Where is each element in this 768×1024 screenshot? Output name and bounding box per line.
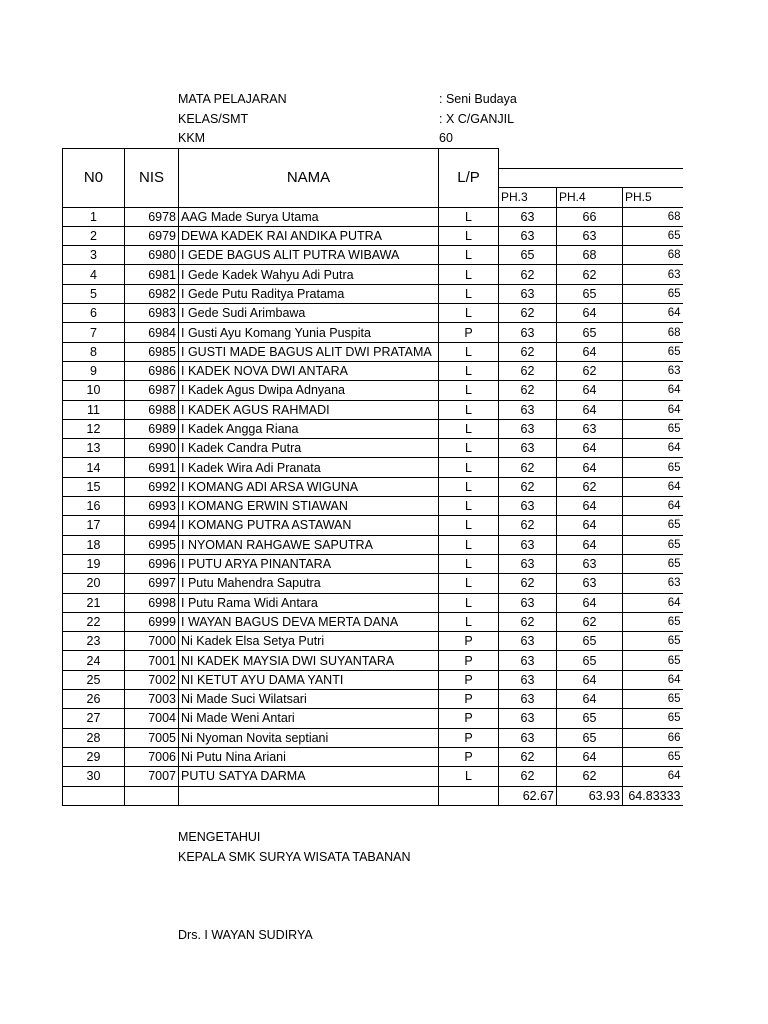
cell-nis: 6987 [125, 381, 179, 400]
cell-no: 2 [63, 226, 125, 245]
cell-ph4: 62 [557, 361, 623, 380]
cell-ph5: 65 [623, 535, 683, 554]
cell-nama: DEWA KADEK RAI ANDIKA PUTRA [179, 226, 439, 245]
cell-ph4: 62 [557, 265, 623, 284]
cell-nis: 6998 [125, 593, 179, 612]
cell-lp: L [439, 593, 499, 612]
cell-ph5: 68 [623, 246, 683, 265]
cell-ph5: 65 [623, 342, 683, 361]
cell-nis: 6990 [125, 439, 179, 458]
header-ph5: PH.5 [623, 188, 683, 207]
cell-no: 13 [63, 439, 125, 458]
cell-ph5: 64 [623, 400, 683, 419]
table-row [63, 747, 683, 766]
cell-ph5: 65 [623, 747, 683, 766]
table-row [63, 516, 683, 535]
table-row [63, 593, 683, 612]
info-label: KKM [178, 131, 206, 145]
cell-nis: 6999 [125, 612, 179, 631]
cell-no: 20 [63, 574, 125, 593]
cell-lp: P [439, 709, 499, 728]
cell-no: 27 [63, 709, 125, 728]
cell-ph3: 62 [499, 458, 557, 477]
cell-ph3: 62 [499, 747, 557, 766]
cell-ph3: 62 [499, 381, 557, 400]
cell-lp: L [439, 361, 499, 380]
cell-no: 1 [63, 207, 125, 226]
cell-no: 15 [63, 477, 125, 496]
cell-ph4: 64 [557, 535, 623, 554]
cell-ph5: 64 [623, 670, 683, 689]
cell-no: 3 [63, 246, 125, 265]
cell-nama: I KOMANG ADI ARSA WIGUNA [179, 477, 439, 496]
cell-nama: I NYOMAN RAHGAWE SAPUTRA [179, 535, 439, 554]
cell-lp: L [439, 342, 499, 361]
average-blank-no [63, 786, 125, 805]
cell-ph5: 63 [623, 265, 683, 284]
cell-no: 14 [63, 458, 125, 477]
cell-ph3: 62 [499, 265, 557, 284]
cell-lp: L [439, 207, 499, 226]
table-row [63, 690, 683, 709]
table-row [63, 477, 683, 496]
cell-ph5: 65 [623, 690, 683, 709]
cell-nis: 7004 [125, 709, 179, 728]
cell-ph4: 64 [557, 458, 623, 477]
cell-ph4: 64 [557, 747, 623, 766]
table-row [63, 246, 683, 265]
cell-ph4: 62 [557, 612, 623, 631]
cell-nama: Ni Made Weni Antari [179, 709, 439, 728]
table-row [63, 323, 683, 342]
cell-ph4: 64 [557, 342, 623, 361]
cell-ph3: 63 [499, 535, 557, 554]
cell-lp: L [439, 497, 499, 516]
cell-nama: I KOMANG ERWIN STIAWAN [179, 497, 439, 516]
cell-ph3: 62 [499, 342, 557, 361]
cell-no: 24 [63, 651, 125, 670]
cell-lp: L [439, 381, 499, 400]
header-ph3: PH.3 [499, 188, 557, 207]
table-row [63, 767, 683, 786]
cell-ph4: 65 [557, 709, 623, 728]
cell-nama: I Kadek Candra Putra [179, 439, 439, 458]
cell-ph5: 68 [623, 207, 683, 226]
cell-nis: 6978 [125, 207, 179, 226]
cell-nis: 7000 [125, 632, 179, 651]
cell-nama: I Gede Putu Raditya Pratama [179, 284, 439, 303]
signatory-block [178, 925, 313, 945]
cell-ph3: 62 [499, 477, 557, 496]
cell-no: 5 [63, 284, 125, 303]
cell-ph3: 63 [499, 497, 557, 516]
cell-nis: 6982 [125, 284, 179, 303]
cell-no: 11 [63, 400, 125, 419]
cell-ph3: 63 [499, 709, 557, 728]
cell-nis: 6991 [125, 458, 179, 477]
cell-nama: I Kadek Wira Adi Pranata [179, 458, 439, 477]
cell-ph4: 63 [557, 226, 623, 245]
cell-nama: I Kadek Agus Dwipa Adnyana [179, 381, 439, 400]
cell-lp: P [439, 670, 499, 689]
cell-no: 16 [63, 497, 125, 516]
cell-ph5: 65 [623, 554, 683, 573]
cell-nama: I KADEK NOVA DWI ANTARA [179, 361, 439, 380]
cell-ph5: 65 [623, 458, 683, 477]
cell-ph5: 65 [623, 612, 683, 631]
cell-lp: L [439, 574, 499, 593]
table-row [63, 458, 683, 477]
table-row [63, 612, 683, 631]
cell-ph3: 63 [499, 419, 557, 438]
cell-nama: I Gusti Ayu Komang Yunia Puspita [179, 323, 439, 342]
approval-block [178, 827, 410, 867]
average-blank-lp [439, 786, 499, 805]
cell-lp: L [439, 516, 499, 535]
cell-nis: 7003 [125, 690, 179, 709]
header-nis: NIS [125, 149, 179, 208]
cell-ph4: 65 [557, 284, 623, 303]
average-ph5: 64.83333 [623, 786, 683, 805]
cell-nama: I KADEK AGUS RAHMADI [179, 400, 439, 419]
cell-ph5: 66 [623, 728, 683, 747]
cell-nis: 6979 [125, 226, 179, 245]
cell-ph4: 63 [557, 554, 623, 573]
cell-nis: 7002 [125, 670, 179, 689]
header-blank-top [499, 149, 683, 169]
cell-nis: 7006 [125, 747, 179, 766]
cell-nis: 6984 [125, 323, 179, 342]
cell-nama: AAG Made Surya Utama [179, 207, 439, 226]
cell-no: 28 [63, 728, 125, 747]
cell-no: 23 [63, 632, 125, 651]
cell-ph3: 63 [499, 690, 557, 709]
cell-no: 26 [63, 690, 125, 709]
cell-ph5: 64 [623, 381, 683, 400]
cell-nama: I GEDE BAGUS ALIT PUTRA WIBAWA [179, 246, 439, 265]
average-ph4: 63.93 [557, 786, 623, 805]
cell-ph4: 64 [557, 381, 623, 400]
cell-ph3: 62 [499, 361, 557, 380]
cell-no: 10 [63, 381, 125, 400]
cell-ph5: 65 [623, 709, 683, 728]
cell-lp: L [439, 226, 499, 245]
cell-lp: P [439, 323, 499, 342]
grades-table [62, 148, 683, 806]
cell-ph4: 68 [557, 246, 623, 265]
cell-ph4: 62 [557, 477, 623, 496]
info-row [178, 90, 578, 110]
cell-ph3: 62 [499, 304, 557, 323]
cell-ph4: 66 [557, 207, 623, 226]
table-row [63, 651, 683, 670]
cell-lp: P [439, 632, 499, 651]
cell-nama: PUTU SATYA DARMA [179, 767, 439, 786]
cell-no: 4 [63, 265, 125, 284]
cell-nama: I Kadek Angga Riana [179, 419, 439, 438]
table-row [63, 304, 683, 323]
cell-lp: P [439, 728, 499, 747]
cell-ph3: 63 [499, 670, 557, 689]
cell-nis: 6992 [125, 477, 179, 496]
cell-ph4: 65 [557, 323, 623, 342]
cell-ph4: 64 [557, 690, 623, 709]
signatory-name: Drs. I WAYAN SUDIRYA [178, 928, 313, 942]
cell-ph4: 65 [557, 651, 623, 670]
info-row [178, 110, 578, 130]
cell-ph3: 62 [499, 516, 557, 535]
table-row [63, 381, 683, 400]
cell-ph3: 63 [499, 323, 557, 342]
cell-lp: L [439, 284, 499, 303]
table-row [63, 342, 683, 361]
cell-nama: I Putu Mahendra Saputra [179, 574, 439, 593]
cell-nis: 6989 [125, 419, 179, 438]
cell-lp: L [439, 554, 499, 573]
cell-lp: L [439, 477, 499, 496]
cell-nama: I WAYAN BAGUS DEVA MERTA DANA [179, 612, 439, 631]
cell-ph3: 62 [499, 612, 557, 631]
cell-nis: 7005 [125, 728, 179, 747]
cell-lp: P [439, 690, 499, 709]
cell-nama: Ni Nyoman Novita septiani [179, 728, 439, 747]
table-row [63, 497, 683, 516]
cell-ph4: 64 [557, 497, 623, 516]
table-row [63, 361, 683, 380]
cell-nis: 6993 [125, 497, 179, 516]
average-row [63, 786, 683, 805]
cell-lp: L [439, 767, 499, 786]
table-row [63, 728, 683, 747]
cell-ph4: 64 [557, 304, 623, 323]
cell-lp: L [439, 612, 499, 631]
header-no: N0 [63, 149, 125, 208]
principal-title: KEPALA SMK SURYA WISATA TABANAN [178, 850, 411, 864]
cell-no: 6 [63, 304, 125, 323]
table-row [63, 400, 683, 419]
cell-nama: Ni Putu Nina Ariani [179, 747, 439, 766]
info-value: : Seni Budaya [439, 92, 517, 106]
cell-ph3: 63 [499, 593, 557, 612]
cell-lp: L [439, 458, 499, 477]
cell-ph5: 65 [623, 226, 683, 245]
cell-ph4: 64 [557, 670, 623, 689]
average-blank-nis [125, 786, 179, 805]
cell-ph4: 62 [557, 767, 623, 786]
cell-ph5: 65 [623, 516, 683, 535]
cell-no: 25 [63, 670, 125, 689]
cell-nis: 6997 [125, 574, 179, 593]
cell-ph3: 63 [499, 284, 557, 303]
cell-nis: 6988 [125, 400, 179, 419]
cell-ph5: 65 [623, 632, 683, 651]
cell-ph5: 64 [623, 477, 683, 496]
cell-no: 22 [63, 612, 125, 631]
cell-no: 30 [63, 767, 125, 786]
cell-lp: L [439, 535, 499, 554]
cell-lp: P [439, 747, 499, 766]
cell-nis: 6995 [125, 535, 179, 554]
cell-no: 7 [63, 323, 125, 342]
table-row [63, 535, 683, 554]
cell-nama: NI KADEK MAYSIA DWI SUYANTARA [179, 651, 439, 670]
cell-no: 21 [63, 593, 125, 612]
cell-no: 9 [63, 361, 125, 380]
cell-nis: 6980 [125, 246, 179, 265]
cell-lp: L [439, 439, 499, 458]
cell-ph4: 64 [557, 400, 623, 419]
cell-no: 18 [63, 535, 125, 554]
info-row [178, 129, 578, 149]
cell-nama: Ni Made Suci Wilatsari [179, 690, 439, 709]
info-label: KELAS/SMT [178, 111, 249, 126]
cell-ph5: 64 [623, 593, 683, 612]
table-row [63, 284, 683, 303]
info-label: MATA PELAJARAN [178, 92, 287, 106]
cell-ph3: 63 [499, 632, 557, 651]
table-row [63, 207, 683, 226]
cell-ph4: 65 [557, 632, 623, 651]
cell-ph3: 65 [499, 246, 557, 265]
table-row [63, 632, 683, 651]
header-blank-mid [499, 169, 683, 188]
cell-ph5: 64 [623, 439, 683, 458]
cell-nama: I GUSTI MADE BAGUS ALIT DWI PRATAMA [179, 342, 439, 361]
cell-nama: I Putu Rama Widi Antara [179, 593, 439, 612]
cell-ph5: 64 [623, 767, 683, 786]
cell-nama: I PUTU ARYA PINANTARA [179, 554, 439, 573]
cell-ph5: 63 [623, 361, 683, 380]
table-row [63, 709, 683, 728]
average-blank-nama [179, 786, 439, 805]
table-row [63, 265, 683, 284]
header-ph4: PH.4 [557, 188, 623, 207]
cell-ph4: 63 [557, 574, 623, 593]
table-row [63, 574, 683, 593]
cell-ph3: 63 [499, 226, 557, 245]
cell-ph4: 64 [557, 516, 623, 535]
cell-ph4: 64 [557, 593, 623, 612]
cell-ph3: 63 [499, 554, 557, 573]
cell-nis: 6983 [125, 304, 179, 323]
cell-ph4: 64 [557, 439, 623, 458]
cell-ph5: 65 [623, 284, 683, 303]
cell-nis: 6981 [125, 265, 179, 284]
cell-ph5: 63 [623, 574, 683, 593]
cell-nis: 6996 [125, 554, 179, 573]
table-row [63, 439, 683, 458]
table-row [63, 226, 683, 245]
info-value: : X C/GANJIL [439, 111, 515, 126]
table-row [63, 419, 683, 438]
cell-ph5: 64 [623, 304, 683, 323]
header-lp: L/P [439, 149, 499, 208]
mengetahui-label: MENGETAHUI [178, 830, 261, 844]
cell-ph3: 63 [499, 207, 557, 226]
cell-nis: 6985 [125, 342, 179, 361]
cell-lp: L [439, 265, 499, 284]
cell-nama: NI KETUT AYU DAMA YANTI [179, 670, 439, 689]
cell-nis: 7007 [125, 767, 179, 786]
info-value: 60 [439, 131, 453, 145]
cell-nis: 6994 [125, 516, 179, 535]
cell-ph3: 63 [499, 728, 557, 747]
cell-no: 29 [63, 747, 125, 766]
cell-ph5: 68 [623, 323, 683, 342]
cell-nama: I KOMANG PUTRA ASTAWAN [179, 516, 439, 535]
header-nama: NAMA [179, 149, 439, 208]
table-row [63, 554, 683, 573]
average-ph3: 62.67 [499, 786, 557, 805]
cell-nis: 7001 [125, 651, 179, 670]
cell-lp: L [439, 246, 499, 265]
cell-no: 12 [63, 419, 125, 438]
cell-ph4: 65 [557, 728, 623, 747]
cell-ph3: 63 [499, 400, 557, 419]
cell-no: 17 [63, 516, 125, 535]
cell-ph3: 63 [499, 439, 557, 458]
cell-lp: L [439, 304, 499, 323]
cell-nama: I Gede Sudi Arimbawa [179, 304, 439, 323]
subject-info [178, 90, 578, 149]
cell-lp: L [439, 400, 499, 419]
cell-no: 8 [63, 342, 125, 361]
cell-nama: I Gede Kadek Wahyu Adi Putra [179, 265, 439, 284]
table-row [63, 670, 683, 689]
cell-ph5: 65 [623, 419, 683, 438]
cell-no: 19 [63, 554, 125, 573]
cell-nama: Ni Kadek Elsa Setya Putri [179, 632, 439, 651]
cell-lp: L [439, 419, 499, 438]
cell-ph3: 63 [499, 651, 557, 670]
cell-ph4: 63 [557, 419, 623, 438]
cell-lp: P [439, 651, 499, 670]
cell-ph5: 65 [623, 651, 683, 670]
cell-ph3: 62 [499, 574, 557, 593]
cell-ph5: 64 [623, 497, 683, 516]
cell-nis: 6986 [125, 361, 179, 380]
cell-ph3: 62 [499, 767, 557, 786]
